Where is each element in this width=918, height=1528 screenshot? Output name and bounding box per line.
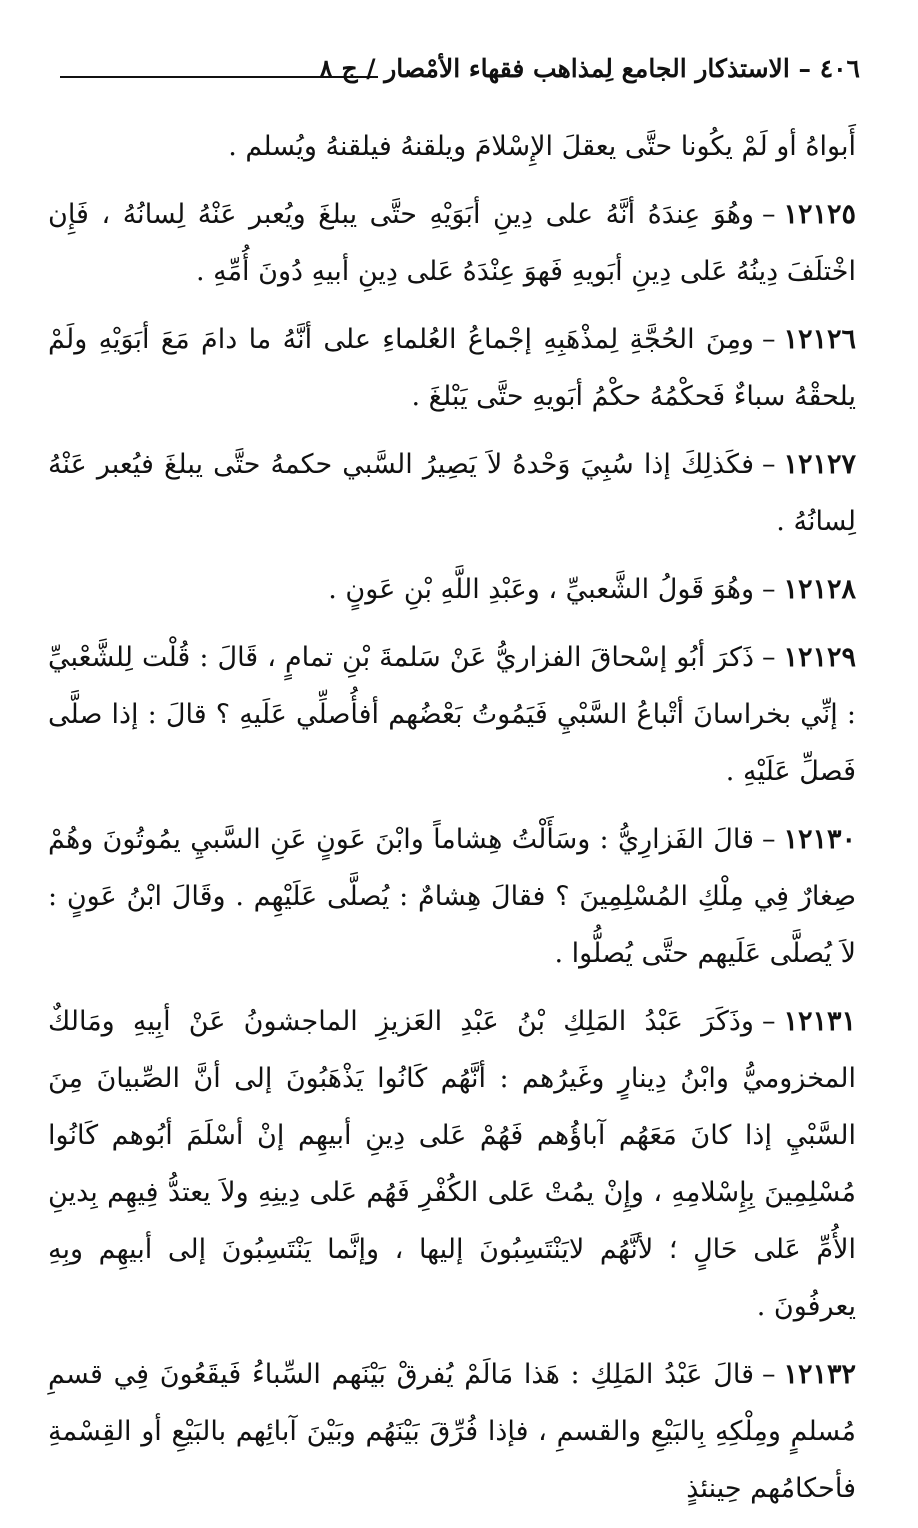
paragraph-continuation [48,118,856,175]
paragraph-number: ١٢١٢٧ [783,449,856,480]
paragraph-text: قالَ الفَزارِيُّ : وسَأَلْتُ هِشاماً وابْنَ عَونٍ عَنِ السَّبيِ يمُوتُونَ وهُمْ صِغارٌ فِي مِلْكِ المُسْلِمِينَ ؟ فقالَ هِشامٌ : يُصلَّى عَلَيْهِم . وقَالَ ابْنُ عَونٍ : لاَ يُصلَّى عَلَيهم حتَّى يُصلُّوا . [48,824,856,969]
dash: – [761,324,776,355]
paragraph-number: ١٢١٢٨ [783,574,856,605]
paragraph-12130 [48,811,856,982]
dash: – [761,824,776,855]
header-rule [60,76,378,78]
paragraph-number: ١٢١٢٦ [783,324,856,355]
header-separator: – [798,54,811,83]
paragraph-text: فكَذلِكَ إذا سُبِيَ وَحْدهُ لاَ يَصِيرُ السَّبي حكمهُ حتَّى يبلغَ فيُعبر عَنْهُ لِسانُهُ . [48,449,856,537]
paragraph-text: ذَكرَ أبُو إسْحاقَ الفزاريُّ عَنْ سَلمةَ بْنِ تمامٍ ، قَالَ : قُلْت لِلشَّعْبيِّ : إنِّي بخراسانَ أتْباعُ السَّبْيِ فَيَمُوتُ بَعْضُهم أفأُصلِّي عَلَيهِ ؟ قالَ : إذا صلَّى فَصلِّ عَلَيْهِ . [48,642,856,787]
paragraph-12127 [48,436,856,550]
paragraph-text: ومِنَ الحُجَّةِ لِمذْهَبِهِ إجْماعُ العُلماءِ على أنَّهُ ما دامَ مَعَ أبَوَيْهِ ولَمْ يلحقْهُ سباءٌ فَحكْمُهُ حكْمُ أبَويهِ حتَّى يَبْلغَ . [48,324,856,412]
paragraph-text: قالَ عَبْدُ المَلِكِ : هَذا مَالَمْ يُفرقْ بَيْنَهم السِّباءُ فَيقَعُونَ فِي قسمِ مُسلمٍ ومِلْكِهِ بِالبَيْعِ والقسمِ ، فإذا فُرِّقَ بَيْنَهُم وبَيْنَ آبائِهم بالبَيْعِ أو القِسْمةِ فأحكامُهم حِينئذٍ [48,1359,856,1504]
dash: – [761,1006,776,1037]
paragraph-number: ١٢١٣٠ [783,824,856,855]
paragraph-text: وهُوَ عِندَهُ أنَّهُ على دِينِ أبَوَيْهِ حتَّى يبلغَ ويُعبر عَنْهُ لِسانُهُ ، فَإِن اخْتلَفَ دِينُهُ عَلى دِينِ أبَويهِ فَهوَ عِنْدَهُ عَلى دِينِ أبيهِ دُونَ أُمِّهِ . [48,199,856,287]
paragraph-text: وهُوَ قَولُ الشَّعبيِّ ، وعَبْدِ اللَّهِ بْنِ عَونٍ . [328,574,754,605]
dash: – [761,574,776,605]
paragraph-12126 [48,311,856,425]
dash: – [761,1359,776,1390]
running-header [60,52,860,92]
page-number: ٤٠٦ [819,54,860,83]
paragraph-number: ١٢١٣١ [783,1006,856,1037]
dash: – [761,642,776,673]
paragraph-text: وذَكَرَ عَبْدُ المَلِكِ بْنُ عَبْدِ العَزيزِ الماجشونُ عَنْ أبِيهِ ومَالكٌ المخزوميُّ وابْنُ دِينارٍ وغَيرُهم : أنَّهُم كَانُوا يَذْهَبُونَ إلى أنَّ الصِّبيانَ مِنَ السَّبْيِ إذا كانَ مَعَهُم آباؤُهم فَهُمْ عَلى دِينِ أبيهِم إنْ أسْلَمَ أبُوهم كَانُوا مُسْلِمِينَ بِإِسْلامِهِ ، وإِنْ يمُتْ عَلى الكُفْرِ فَهُم عَلى دِينِهِ ولاَ يعتدُّ فِيهِم بِدينِ الأُمِّ عَلى حَالٍ ؛ لأنَّهُم لايَنْتَسِبُونَ إليها ، وإنَّما يَنْتَسِبُونَ إلى أبيهِم وبِهِ يعرفُونَ . [48,1006,856,1322]
paragraph-12131 [48,993,856,1335]
dash: – [761,449,776,480]
paragraph-number: ١٢١٣٢ [783,1359,856,1390]
dash: – [761,199,776,230]
paragraph-text: أَبواهُ أو لَمْ يكُونا حتَّى يعقلَ الإِسْلامَ ويلقنهُ فيلقنهُ ويُسلم . [228,131,856,162]
paragraph-12128 [48,561,856,618]
paragraph-12129 [48,629,856,800]
paragraph-12132 [48,1346,856,1517]
paragraph-number: ١٢١٢٩ [783,642,856,673]
page-body [48,118,856,1528]
paragraph-number: ١٢١٢٥ [783,199,856,230]
paragraph-12125 [48,186,856,300]
book-title: الاستذكار الجامع لِمذاهب فقهاء الأمْصار / ج ٨ [319,54,790,83]
